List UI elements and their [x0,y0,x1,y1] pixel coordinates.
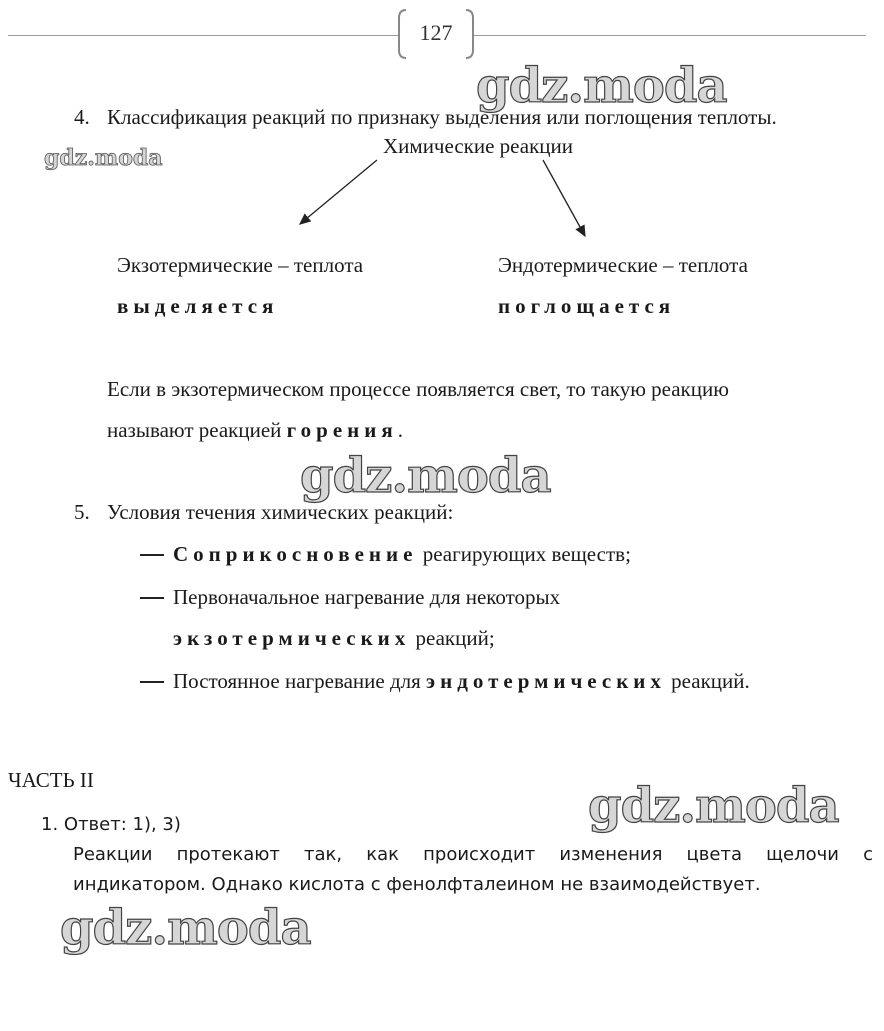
watermark-4: gdz.moda [588,778,839,834]
condition-1-rest: реагирующих веществ; [422,542,631,566]
condition-3-answer: эндотермических [426,669,666,693]
combustion-note-line2 [107,417,403,443]
q1-explanation-line2: индикатором. Однако кислота с фенолфталеином не взаимодействует. [73,874,761,895]
part2-heading: ЧАСТЬ II [8,768,94,792]
section5-title: Условия течения химических реакций: [107,500,454,524]
combustion-note-suffix: . [397,418,403,442]
arrow-left-icon [300,160,377,224]
condition-1-answer: Соприкосновение [173,542,418,566]
condition-2-answer: экзотермических [173,626,411,650]
list-dash-1 [140,554,164,556]
section4-number: 4. [74,105,90,129]
watermark-2: gdz.moda [44,145,163,171]
section5-number: 5. [74,500,90,524]
exothermic-answer: выделяется [117,294,279,318]
diagram-root-label: Химические реакции [383,134,573,158]
watermark-5: gdz.moda [60,900,311,956]
combustion-note-line1: Если в экзотермическом процессе появляется свет, то такую реакцию [107,377,729,401]
condition-2-rest: реакций; [415,626,495,650]
condition-item-3 [173,668,750,694]
page-number: 127 [419,20,453,45]
classification-diagram-arrows [0,0,884,260]
condition-item-2-line2 [173,625,495,651]
condition-3-rest: реакций. [671,669,750,693]
endothermic-label: Эндотермические – теплота [498,253,748,277]
combustion-answer: горения [286,418,398,442]
endothermic-answer: поглощается [498,294,676,318]
condition-item-1 [173,541,631,567]
arrow-right-icon [543,160,585,236]
condition-3-prefix: Постоянное нагревание для [173,669,421,693]
q1-explanation-line1: Реакции протекают так, как происходит изменения цвета щелочи с [73,844,873,865]
combustion-note-prefix: называют реакцией [107,418,282,442]
watermark-1: gdz.moda [476,58,727,114]
section4-title: Классификация реакций по признаку выделения или поглощения теплоты. [107,105,777,129]
list-dash-3 [140,681,164,683]
list-dash-2 [140,597,164,599]
q1-answer-label: 1. Ответ: 1), 3) [41,814,181,835]
condition-item-2-line1: Первоначальное нагревание для некоторых [173,585,561,609]
exothermic-label: Экзотермические – теплота [117,253,364,277]
watermark-3: gdz.moda [300,448,551,504]
